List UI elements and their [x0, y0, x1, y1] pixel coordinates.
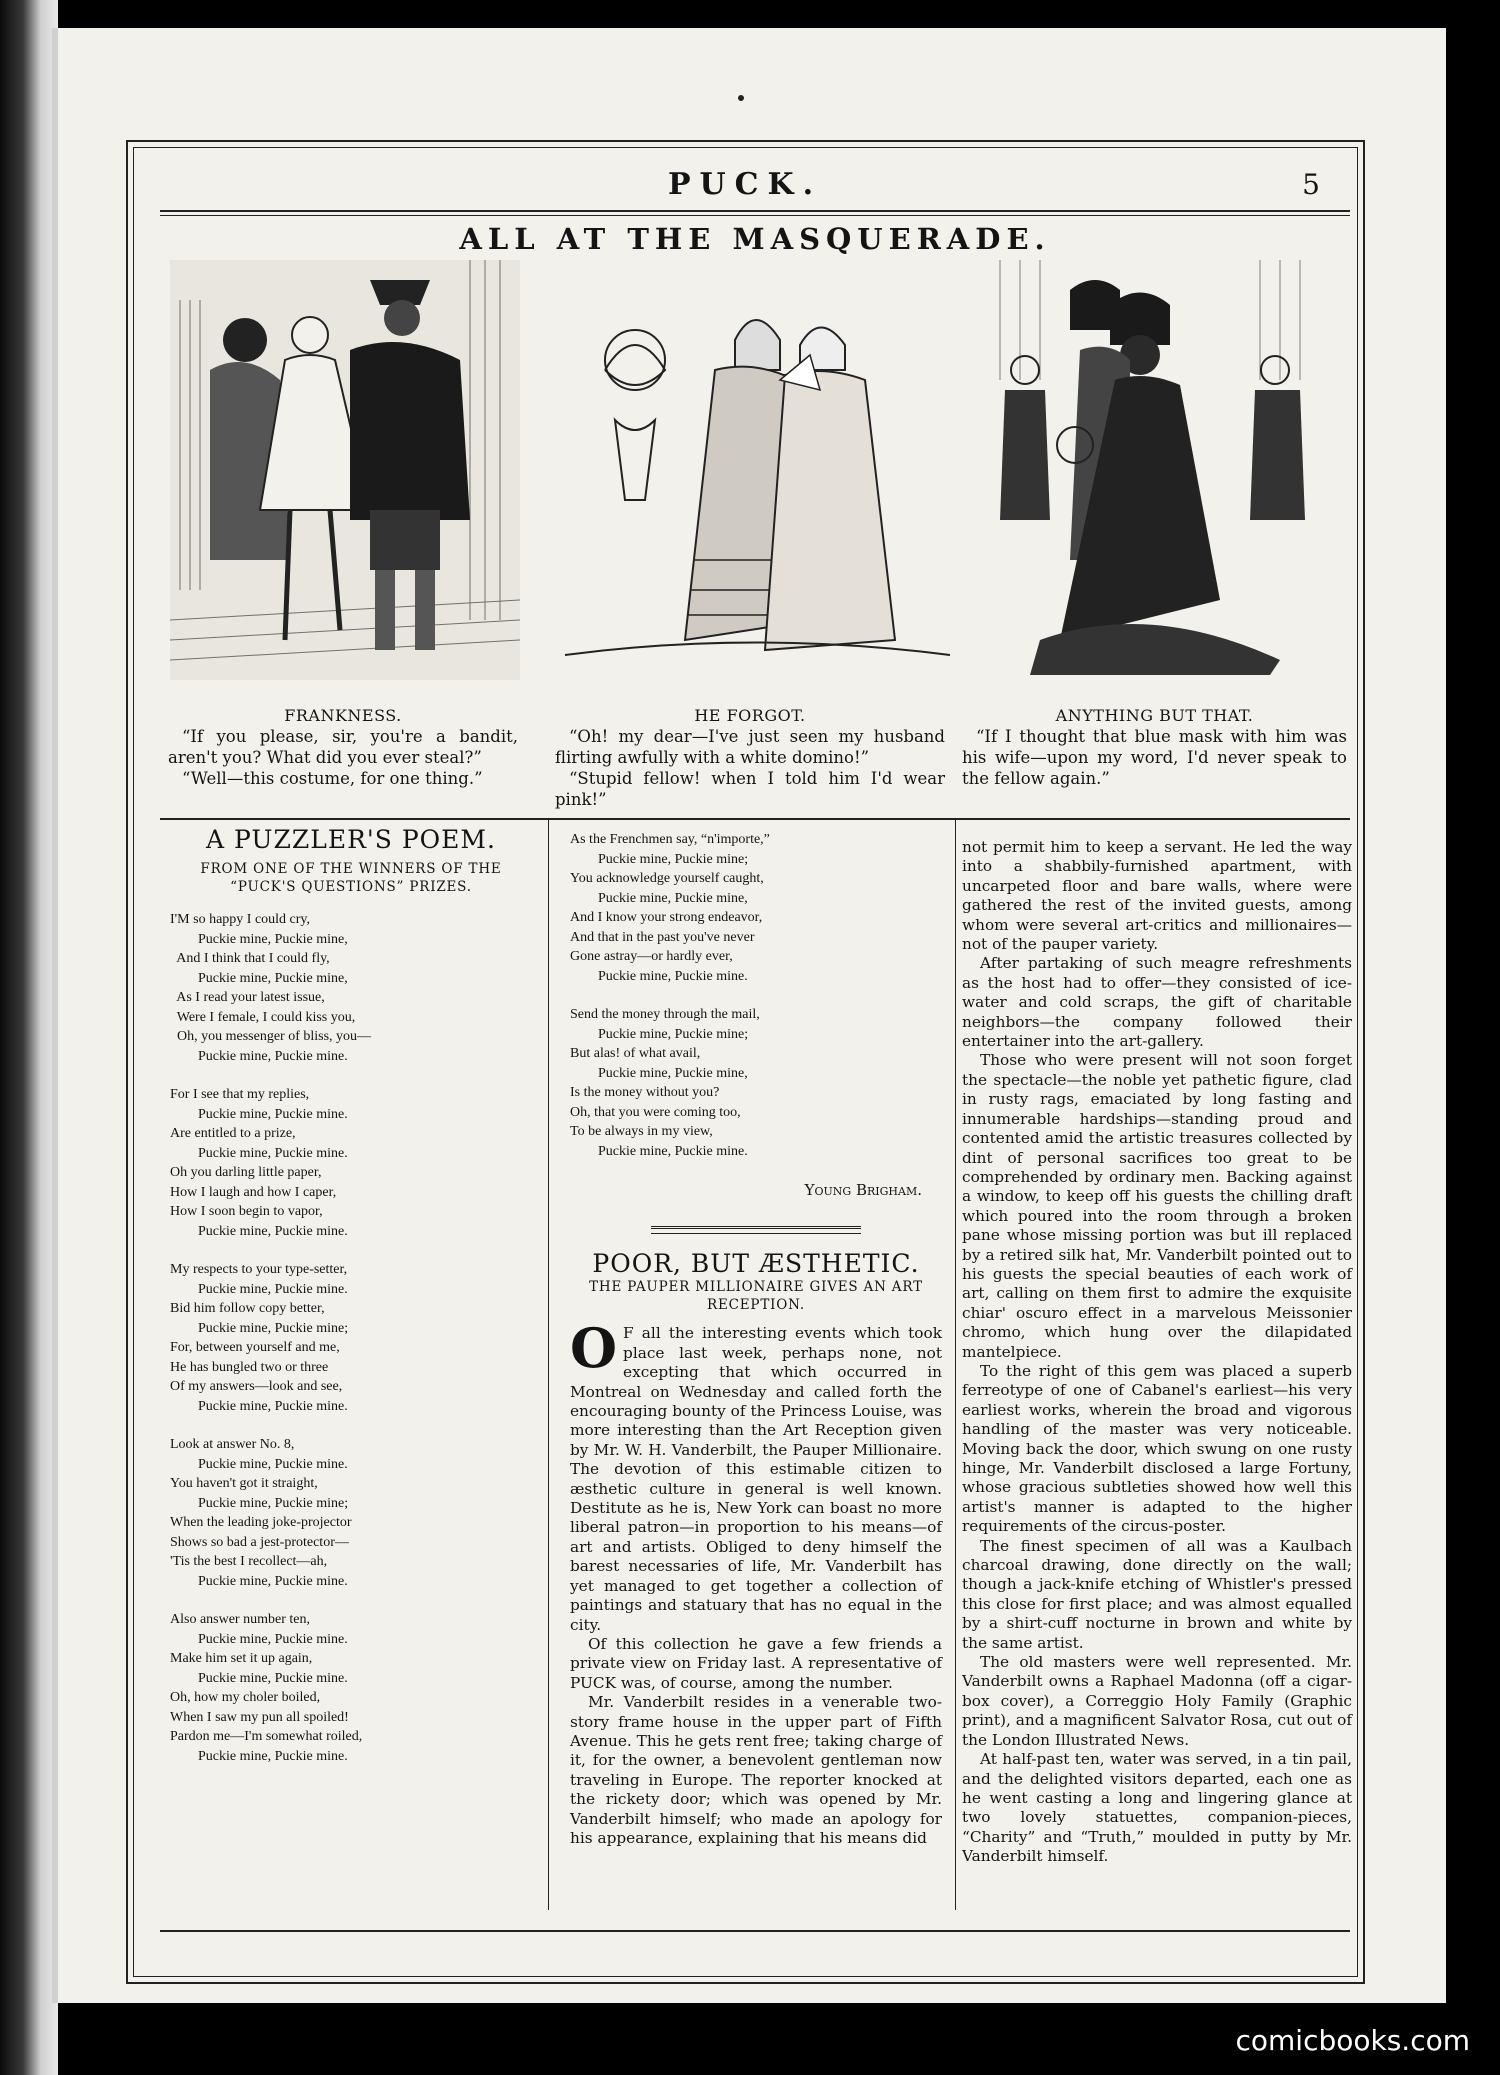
caption-line: “Oh! my dear—I've just seen my husband flirting awfully with a white domino!”	[555, 727, 945, 767]
poem-line: Puckie mine, Puckie mine.	[170, 1631, 348, 1647]
article-body-part1	[570, 1316, 942, 1848]
poem-line: When I saw my pun all spoiled!	[170, 1709, 349, 1725]
poem-line: Are entitled to a prize,	[170, 1126, 296, 1142]
paragraph: Those who were present will not soon forget the spectacle—the noble yet pathetic figure, clad in rusty rags, emaciated by long fasting and innumerable hardships—standing proud and contented amid the artistic treasures collected by dint of personal sacrifices too great to be comprehended by ordinary men. Backing against a window, to keep off his guests the chilling draft which poured into the room through a broken pane whose missing portion was but ill replaced by a retired silk hat, Mr. Vanderbilt pointed out to his guests the special beauties of each work of art, calling on them first to admire the exquisite chiar' oscuro effect in a marvelous Meissonier chromo, which hung over the dilapidated mantelpiece.	[962, 1051, 1352, 1361]
poem-line: Puckie mine, Puckie mine.	[170, 1573, 348, 1589]
poem-line: Were I female, I could kiss you,	[170, 1009, 356, 1025]
publication-name: PUCK.	[667, 167, 823, 202]
poem-line: Puckie mine, Puckie mine;	[570, 1026, 749, 1042]
poem-line: Puckie mine, Puckie mine.	[170, 1456, 348, 1472]
cartoon-title: ALL AT THE MASQUERADE.	[459, 222, 1051, 256]
poem-line: You haven't got it straight,	[170, 1476, 318, 1492]
poem-stanza	[170, 1260, 532, 1416]
poem-line: Puckie mine, Puckie mine.	[170, 1145, 348, 1161]
paragraph: not permit him to keep a servant. He led the way into a shabbily-furnished apartment, with uncarpeted floor and bare walls, where were gathered the rest of the invited guests, among whom were several art-critics and millionaires—not of the pauper variety.	[962, 838, 1352, 954]
masthead-rule	[160, 210, 1350, 216]
center-column	[570, 830, 942, 1848]
poem-line: And I know your strong endeavor,	[570, 910, 763, 925]
poem-title: A PUZZLER'S POEM.	[206, 825, 496, 854]
poem-line: Puckie mine, Puckie mine;	[170, 1495, 349, 1511]
poem-line: But alas! of what avail,	[570, 1046, 701, 1061]
poem-line: I'M so happy I could cry,	[170, 912, 311, 928]
column-rule	[955, 820, 956, 1910]
poem-line: Puckie mine, Puckie mine.	[170, 1670, 348, 1686]
masthead	[130, 160, 1360, 210]
paragraph: Of this collection he gave a few friends a private view on Friday last. A representative of PUCK was, of course, among the number.	[570, 1634, 942, 1692]
scan-edge	[0, 0, 58, 2075]
drop-cap: O	[570, 1316, 618, 1381]
poem-line: My respects to your type-setter,	[170, 1262, 348, 1278]
poem-line: Puckie mine, Puckie mine;	[170, 1320, 349, 1336]
poem-line: Puckie mine, Puckie mine.	[170, 1398, 348, 1414]
poem-line: As the Frenchmen say, “n'importe,”	[570, 832, 770, 847]
poem-line: Make him set it up again,	[170, 1651, 313, 1667]
section-rule	[160, 818, 1350, 820]
poem-line: Look at answer No. 8,	[170, 1437, 295, 1453]
poem-line: Oh you darling little paper,	[170, 1165, 322, 1181]
poem-line: Puckie mine, Puckie mine,	[570, 890, 748, 906]
page-number: 5	[1302, 168, 1320, 201]
paragraph: Mr. Vanderbilt resides in a venerable two-story frame house in the upper part of Fifth Avenue. This he gets rent free; taking charge of it, for the owner, a benevolent gentleman now traveling in Europe. The reporter knocked at the rickety door; which was opened by Mr. Vanderbilt himself; who made an apology for his appearance, explaining that his means did	[570, 1693, 942, 1847]
poem-subtitle: FROM ONE OF THE WINNERS OF THE “PUCK'S QUESTIONS” PRIZES.	[200, 861, 502, 896]
caption-frankness	[168, 705, 518, 789]
poem-stanza	[170, 910, 532, 1066]
paragraph: The finest specimen of all was a Kaulbach charcoal drawing, done directly on the wall; though a jack-knife etching of Whistler's pressed this close for first place; and was almost equalled by a shirt-cuff nocturne in brown and white by the same artist.	[962, 1536, 1352, 1652]
poem-stanza	[570, 830, 942, 986]
paragraph: After partaking of such meagre refreshments as the host had to offer—they consisted of ice-water and cold scraps, the gift of charitable neighbors—the company followed their entertainer into the art-gallery.	[962, 954, 1352, 1051]
poem-line: Puckie mine, Puckie mine.	[170, 1281, 348, 1297]
poem-line: Puckie mine, Puckie mine,	[170, 970, 348, 986]
bottom-rule	[160, 1930, 1350, 1932]
poem-line: Puckie mine, Puckie mine.	[570, 1143, 748, 1159]
poem-line: Oh, you messenger of bliss, you—	[170, 1029, 372, 1045]
poem-line: And that in the past you've never	[570, 929, 755, 945]
poem-stanza	[570, 1005, 942, 1161]
poem-line: Puckie mine, Puckie mine;	[570, 851, 749, 867]
illustration-frankness	[170, 260, 520, 680]
paragraph: At half-past ten, water was served, in a tin pail, and the delighted visitors departed, each one as he went casting a long and lingering glance at two lovely statuettes, companion-pieces, “Charity” and “Truth,” moulded in putty by Mr. Vanderbilt himself.	[962, 1750, 1352, 1866]
paragraph: F all the interesting events which took place last week, perhaps none, not excepting that which occurred in Montreal on Wednesday and called forth the encouraging bounty of the Princess Louise, was more interesting than the Art Reception given by Mr. W. H. Vanderbilt, the Pauper Millionaire. The devotion of this estimable citizen to æsthetic culture in general is well known. Destitute as he is, New York can boast no more liberal patron—in proportion to his means—of art and artists. Obliged to deny himself the barest necessaries of life, Mr. Vanderbilt has yet managed to get together a collection of paintings and statuary that has no equal in the city.	[570, 1324, 942, 1634]
poem-continuation	[570, 830, 942, 1161]
poem-line: Puckie mine, Puckie mine,	[170, 931, 348, 947]
poem-line: As I read your latest issue,	[170, 990, 325, 1006]
poem-stanza	[170, 1610, 532, 1766]
poem-line: Puckie mine, Puckie mine.	[570, 968, 748, 984]
poem-line: Puckie mine, Puckie mine.	[170, 1048, 348, 1064]
poem-signature: Young Brigham.	[804, 1181, 922, 1199]
poem-line: You acknowledge yourself caught,	[570, 871, 764, 886]
caption-he-forgot	[555, 705, 945, 810]
caption-heading: HE FORGOT.	[694, 706, 806, 725]
poem-line: When the leading joke-projector	[170, 1515, 352, 1531]
caption-heading: FRANKNESS.	[284, 706, 402, 725]
anything-but-that-drawing	[980, 260, 1330, 680]
paragraph: To the right of this gem was placed a superb ferreotype of one of Cabanel's earliest—his very earliest works, wherein the broad and vigorous handling of the master was very noticeable. Moving back the door, which swung on one rusty hinge, Mr. Vanderbilt disclosed a large Fortuny, whose gracious subtleties showed how well this artist's manner is adapted to the higher requirements of the circus-poster.	[962, 1361, 1352, 1536]
poem-line: How I soon begin to vapor,	[170, 1204, 323, 1220]
caption-line: “Stupid fellow! when I told him I'd wear pink!”	[555, 769, 945, 809]
illustration-anything-but-that	[980, 260, 1330, 680]
poem-stanza	[170, 1085, 532, 1241]
stray-mark	[738, 95, 744, 101]
poem-line: Puckie mine, Puckie mine.	[170, 1106, 348, 1122]
watermark: comicbooks.com	[1235, 2024, 1470, 2057]
poem-line: Oh, that you were coming too,	[570, 1104, 741, 1120]
column-rule	[548, 820, 549, 1910]
poem-line: He has bungled two or three	[170, 1359, 329, 1375]
poem-line: Puckie mine, Puckie mine,	[570, 1065, 748, 1081]
poem-line: Gone astray—or hardly ever,	[570, 949, 733, 964]
poem-stanza	[170, 1435, 532, 1591]
article-subtitle: THE PAUPER MILLIONAIRE GIVES AN ART RECEPTION.	[589, 1279, 923, 1314]
poem-line: To be always in my view,	[570, 1124, 713, 1139]
poem-line: For, between yourself and me,	[170, 1340, 340, 1356]
article-title: POOR, BUT ÆSTHETIC.	[592, 1249, 920, 1279]
illustration-he-forgot	[565, 260, 950, 680]
poem-line: Pardon me—I'm somewhat roiled,	[170, 1729, 363, 1745]
article-body-part2	[962, 838, 1352, 1867]
ornamental-rule	[651, 1226, 861, 1234]
frankness-drawing	[170, 260, 520, 680]
poem-body	[170, 910, 532, 1766]
poem-line: 'Tis the best I recollect—ah,	[170, 1554, 328, 1570]
caption-line: “If I thought that blue mask with him was his wife—upon my word, I'd never speak to the fellow again.”	[962, 727, 1347, 788]
caption-line: “Well—this costume, for one thing.”	[182, 769, 483, 788]
poem-line: For I see that my replies,	[170, 1087, 310, 1103]
poem-line: Oh, how my choler boiled,	[170, 1690, 321, 1706]
poem-line: Shows so bad a jest-protector—	[170, 1534, 349, 1550]
poem-line: Puckie mine, Puckie mine.	[170, 1223, 348, 1239]
poem-line: Bid him follow copy better,	[170, 1301, 325, 1317]
poem-line: How I laugh and how I caper,	[170, 1184, 337, 1200]
poem-line: Also answer number ten,	[170, 1612, 310, 1628]
he-forgot-drawing	[565, 260, 950, 680]
poem-line: And I think that I could fly,	[170, 951, 330, 967]
poem-line: Of my answers—look and see,	[170, 1379, 343, 1395]
poem-line: Puckie mine, Puckie mine.	[170, 1748, 348, 1764]
poem-line: Send the money through the mail,	[570, 1007, 760, 1022]
caption-line: “If you please, sir, you're a bandit, aren't you? What did you ever steal?”	[168, 727, 518, 767]
poem-column	[170, 825, 532, 1785]
poem-line: Is the money without you?	[570, 1085, 720, 1100]
caption-heading: ANYTHING BUT THAT.	[1055, 706, 1254, 725]
caption-anything-but-that	[962, 705, 1347, 789]
article-column	[962, 838, 1352, 1867]
paragraph: The old masters were well represented. Mr. Vanderbilt owns a Raphael Madonna (off a cigar-box cover), a Correggio Holy Family (Graphic print), and a magnificent Salvator Rosa, cut out of the London Illustrated News.	[962, 1653, 1352, 1749]
